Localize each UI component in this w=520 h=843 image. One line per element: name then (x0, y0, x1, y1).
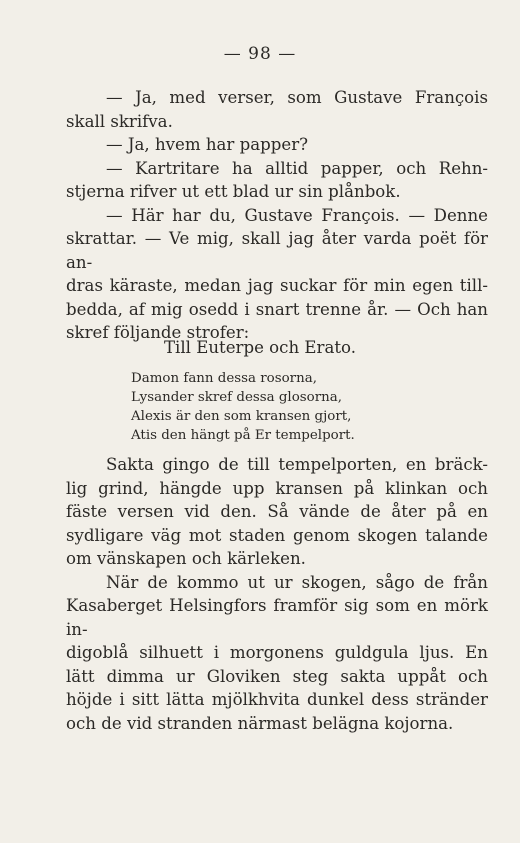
poem-title: Till Euterpe och Erato. (163, 338, 357, 357)
poem (131, 369, 355, 445)
text-line: skall skrifva. (66, 111, 173, 131)
text-line: Sakta gingo de till tempelporten, en bräck- (106, 455, 488, 474)
text-line: om vänskapen och kärleken. (66, 549, 306, 568)
dialogue-section (66, 86, 488, 345)
text-line: och de vid stranden närmast belägna kojorna. (66, 713, 454, 733)
text-line: dras käraste, medan jag suckar för min egen till- (66, 276, 488, 295)
poem-line: Atis den hängt på Er tempelport. (131, 428, 355, 443)
narrative-paragraph (66, 453, 488, 571)
text-line: lätt dimma ur Gloviken steg sakta uppåt och (66, 666, 488, 686)
narrative-paragraph (66, 571, 488, 736)
text-line: — Ja, med verser, som Gustave François (106, 88, 488, 107)
text-line: När de kommo ut ur skogen, sågo de från (106, 572, 488, 592)
poem-line: Alexis är den som kransen gjort, (131, 409, 352, 424)
dialogue-paragraph (66, 157, 488, 204)
dialogue-paragraph (66, 133, 488, 157)
text-line: digoblå silhuett i morgonens guldgula ljus. En (66, 643, 488, 662)
poem-line: Damon fann dessa rosorna, (131, 371, 317, 386)
text-line: — Kartritare ha alltid papper, och Rehn- (106, 158, 488, 178)
text-line: skref följande strofer: (66, 323, 250, 342)
poem-line: Lysander skref dessa glosorna, (131, 390, 342, 405)
text-line: fäste versen vid den. Så vände de åter på en (66, 502, 488, 521)
text-line: — Ja, hvem har papper? (106, 135, 309, 154)
text-line: stjerna rifver ut ett blad ur sin plånbok. (66, 182, 401, 201)
text-line: höjde i sitt lätta mjölkhvita dunkel dess stränder (66, 690, 488, 709)
text-line: sydligare väg mot staden genom skogen talande (66, 525, 488, 545)
text-line: skrattar. — Ve mig, skall jag åter varda poët för an- (66, 229, 488, 272)
page-number: — 98 — (223, 44, 297, 64)
text-line: — Här har du, Gustave François. — Denne (106, 205, 488, 225)
dialogue-paragraph (66, 204, 488, 345)
dialogue-paragraph (66, 86, 488, 133)
text-line: Kasaberget Helsingfors framför sig som en mörk in- (66, 596, 488, 639)
text-line: lig grind, hängde upp kransen på klinkan och (66, 478, 488, 498)
narrative-section (66, 453, 488, 735)
text-line: bedda, af mig osedd i snart trenne år. — Och han (66, 299, 488, 319)
